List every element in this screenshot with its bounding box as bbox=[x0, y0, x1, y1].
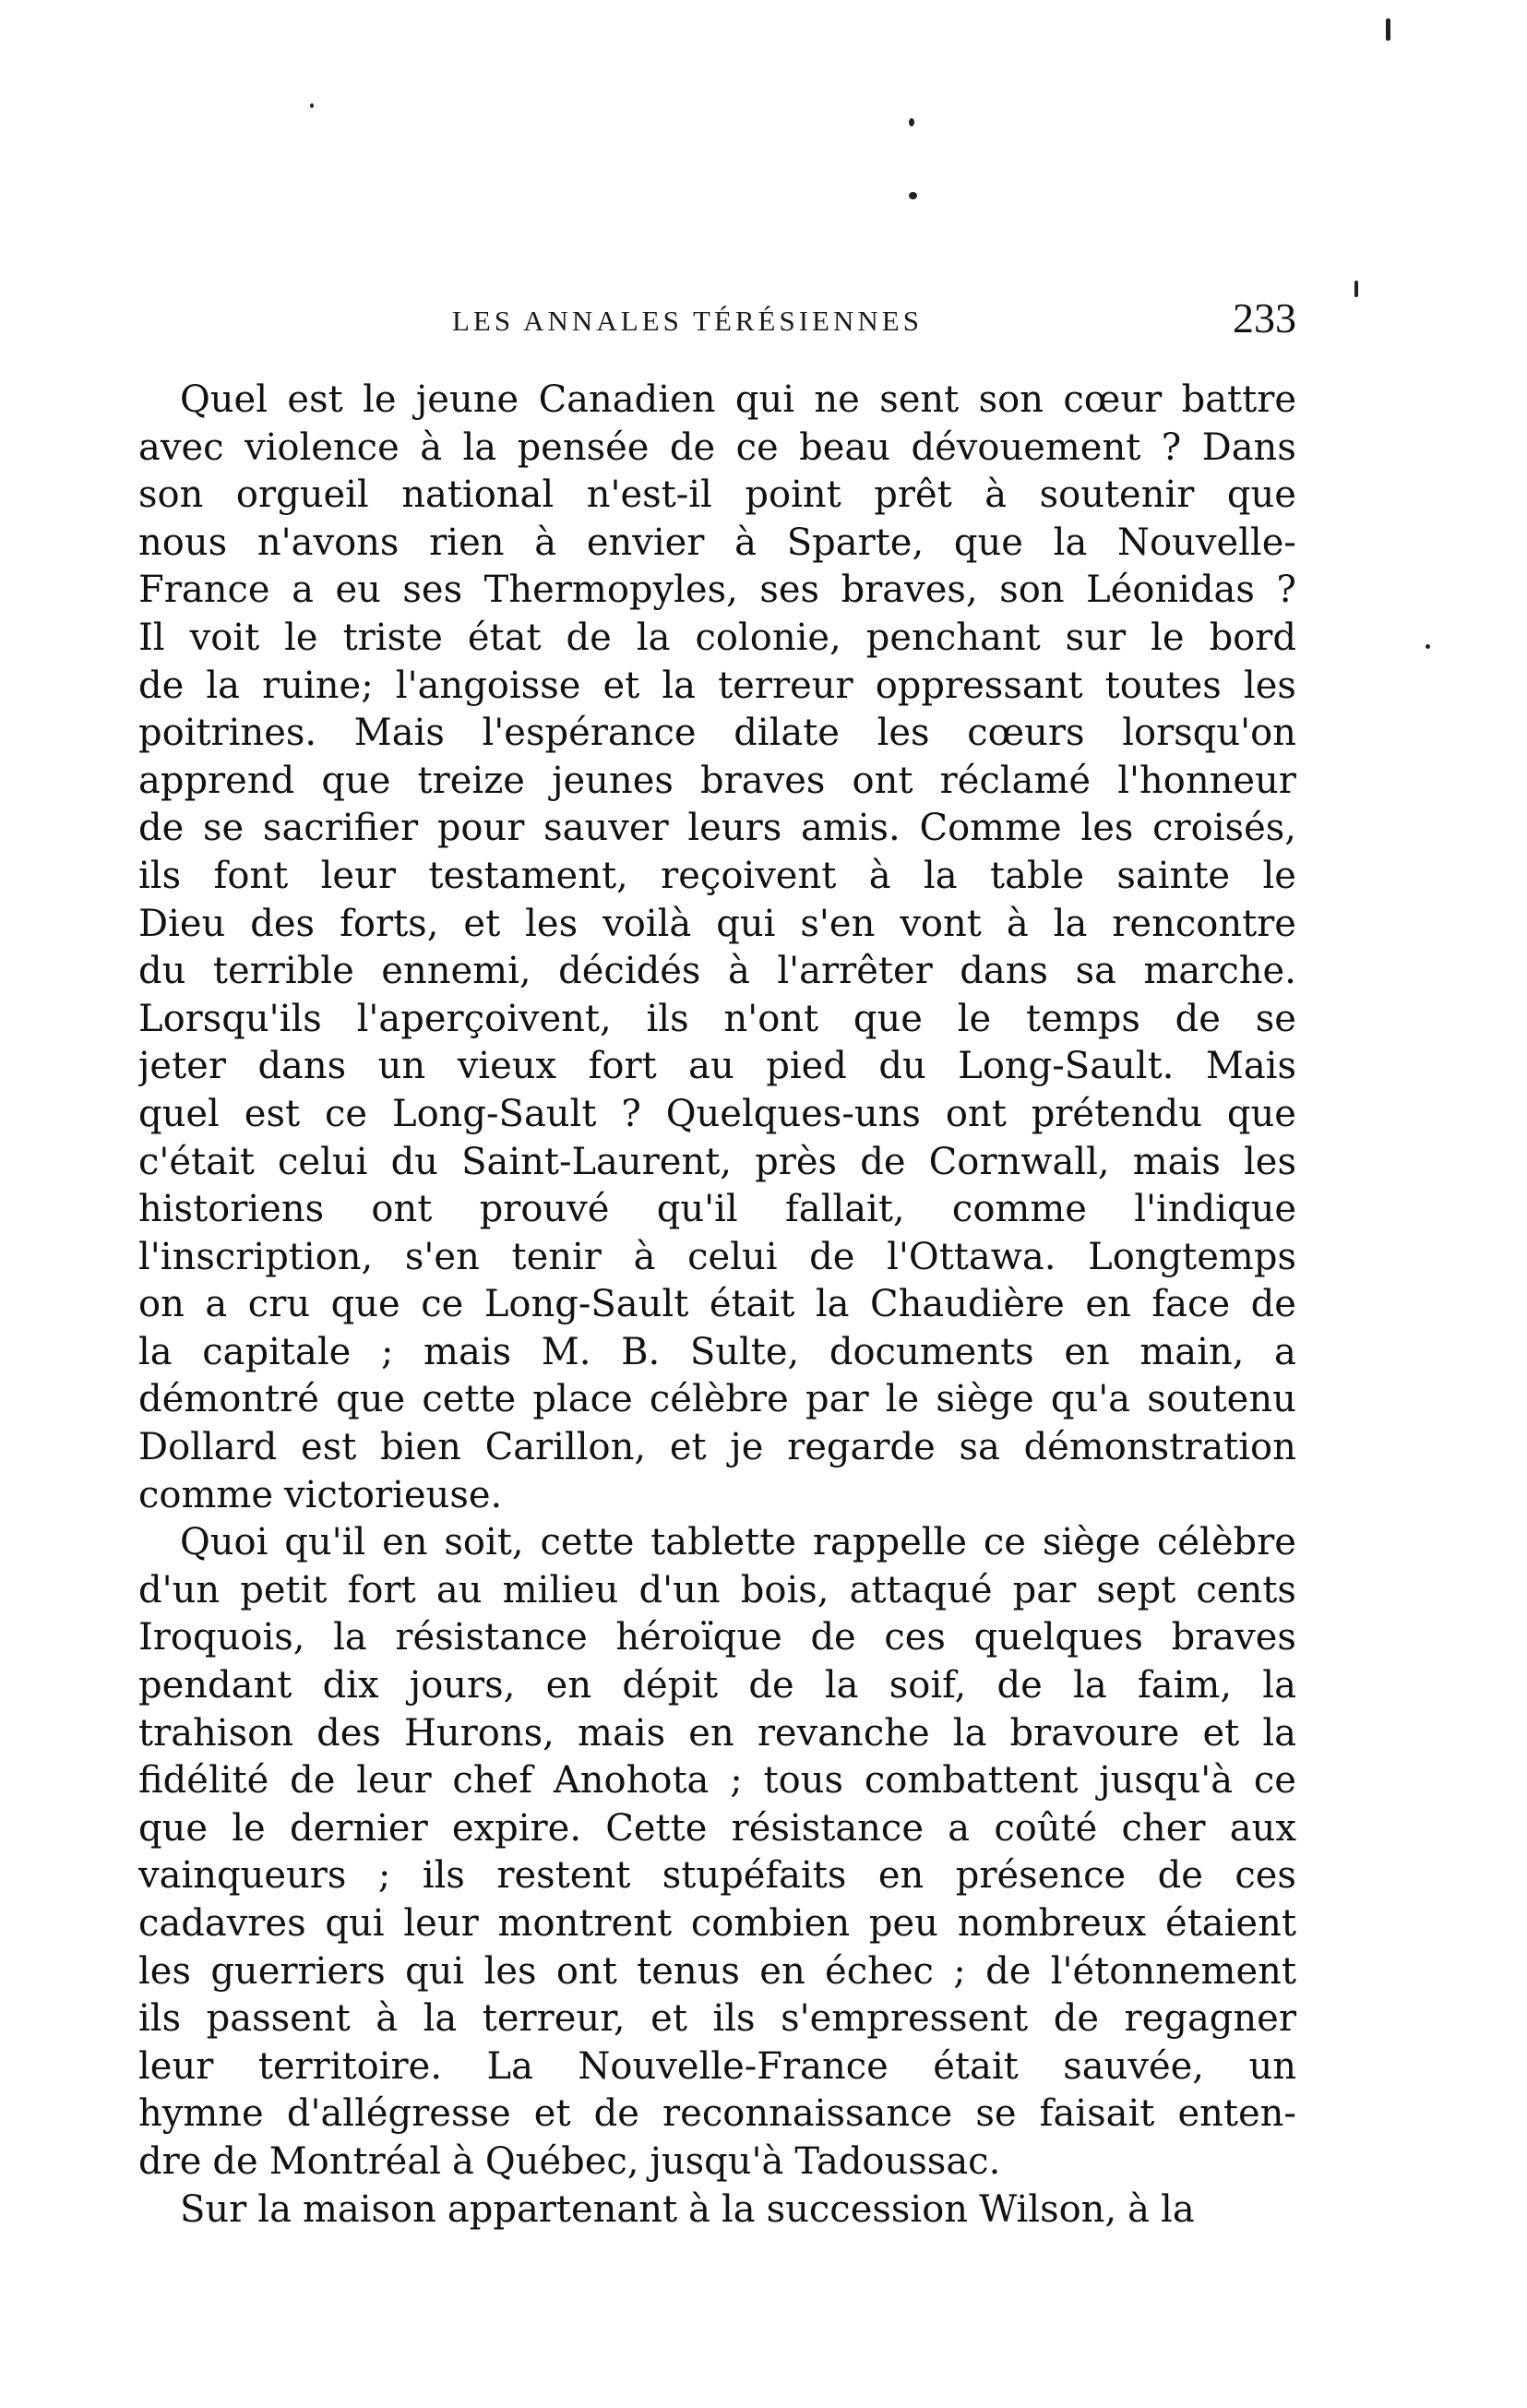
paragraph bbox=[138, 2186, 1296, 2234]
text-line: Lorsqu'ils l'aperçoivent, ils n'ont que le temps de se bbox=[138, 997, 1296, 1040]
text-line: Quel est le jeune Canadien qui ne sent son cœur battre bbox=[180, 378, 1296, 421]
text-line: dre de Montréal à Québec, jusqu'à Tadoussac. bbox=[138, 2139, 1001, 2183]
text-line: c'était celui du Saint-Laurent, près de Cornwall, mais les bbox=[138, 1140, 1296, 1183]
paragraph bbox=[138, 377, 1296, 1519]
text-line: comme victorieuse. bbox=[138, 1473, 503, 1516]
scan-speck bbox=[1426, 644, 1430, 649]
text-line: du terrible ennemi, décidés à l'arrêter dans sa marche. bbox=[138, 950, 1296, 993]
text-line: ils passent à la terreur, et ils s'empressent de regagner bbox=[138, 1997, 1296, 2041]
paragraph bbox=[138, 1519, 1296, 2186]
text-line: de se sacrifier pour sauver leurs amis. Comme les croisés, bbox=[138, 807, 1296, 850]
text-line: apprend que treize jeunes braves ont réclamé l'honneur bbox=[138, 759, 1296, 802]
text-line: France a eu ses Thermopyles, ses braves, son Léonidas ? bbox=[138, 569, 1296, 612]
text-line: Dollard est bien Carillon, et je regarde sa démonstration bbox=[138, 1426, 1296, 1469]
scan-speck bbox=[310, 103, 314, 108]
text-line: que le dernier expire. Cette résistance a coûté cher aux bbox=[138, 1806, 1296, 1850]
body-text bbox=[138, 377, 1296, 2234]
text-line: Dieu des forts, et les voilà qui s'en vont à la rencontre bbox=[138, 902, 1296, 945]
text-line: l'inscription, s'en tenir à celui de l'Ottawa. Longtemps bbox=[138, 1235, 1296, 1278]
text-line: quel est ce Long-Sault ? Quelques-uns ont prétendu que bbox=[138, 1092, 1296, 1135]
text-line: ils font leur testament, reçoivent à la table sainte le bbox=[138, 854, 1296, 897]
page-header bbox=[138, 294, 1296, 349]
text-line: Sur la maison appartenant à la succession Wilson, à la bbox=[180, 2187, 1195, 2231]
scan-speck bbox=[909, 118, 914, 126]
text-line: fidélité de leur chef Anohota ; tous combattent jusqu'à ce bbox=[138, 1759, 1296, 1803]
text-line: les guerriers qui les ont tenus en échec ; de l'étonnement bbox=[138, 1949, 1296, 1993]
running-title: LES ANNALES TÉRÉSIENNES bbox=[452, 305, 923, 337]
text-line: leur territoire. La Nouvelle-France était sauvée, un bbox=[138, 2044, 1296, 2088]
text-line: démontré que cette place célèbre par le siège qu'a soutenu bbox=[138, 1378, 1296, 1421]
text-line: Il voit le triste état de la colonie, penchant sur le bord bbox=[138, 616, 1296, 659]
text-line: hymne d'allégresse et de reconnaissance se faisait enten- bbox=[138, 2092, 1296, 2136]
text-line: on a cru que ce Long-Sault était la Chaudière en face de bbox=[138, 1283, 1296, 1326]
text-line: Quoi qu'il en soit, cette tablette rappelle ce siège célèbre bbox=[180, 1521, 1296, 1564]
text-line: nous n'avons rien à envier à Sparte, que la Nouvelle- bbox=[138, 521, 1296, 564]
text-line: la capitale ; mais M. B. Sulte, documents en main, a bbox=[138, 1330, 1296, 1373]
page-number: 233 bbox=[1233, 294, 1296, 341]
text-line: cadavres qui leur montrent combien peu nombreux étaient bbox=[138, 1902, 1296, 1945]
scan-speck bbox=[1354, 281, 1358, 297]
text-line: son orgueil national n'est-il point prêt à soutenir que bbox=[138, 473, 1296, 517]
text-line: Iroquois, la résistance héroïque de ces quelques braves bbox=[138, 1616, 1296, 1659]
scan-speck bbox=[1386, 18, 1390, 41]
text-line: pendant dix jours, en dépit de la soif, de la faim, la bbox=[138, 1664, 1296, 1707]
text-line: trahison des Hurons, mais en revanche la bravoure et la bbox=[138, 1711, 1296, 1755]
text-line: vainqueurs ; ils restent stupéfaits en présence de ces bbox=[138, 1854, 1296, 1898]
text-line: d'un petit fort au milieu d'un bois, attaqué par sept cents bbox=[138, 1568, 1296, 1611]
text-line: jeter dans un vieux fort au pied du Long-Sault. Mais bbox=[138, 1045, 1296, 1088]
scan-speck bbox=[909, 192, 917, 199]
text-line: avec violence à la pensée de ce beau dévouement ? Dans bbox=[138, 425, 1296, 469]
text-line: historiens ont prouvé qu'il fallait, comme l'indique bbox=[138, 1188, 1296, 1231]
text-line: de la ruine; l'angoisse et la terreur oppressant toutes les bbox=[138, 664, 1296, 707]
text-line: poitrines. Mais l'espérance dilate les cœurs lorsqu'on bbox=[138, 712, 1296, 755]
